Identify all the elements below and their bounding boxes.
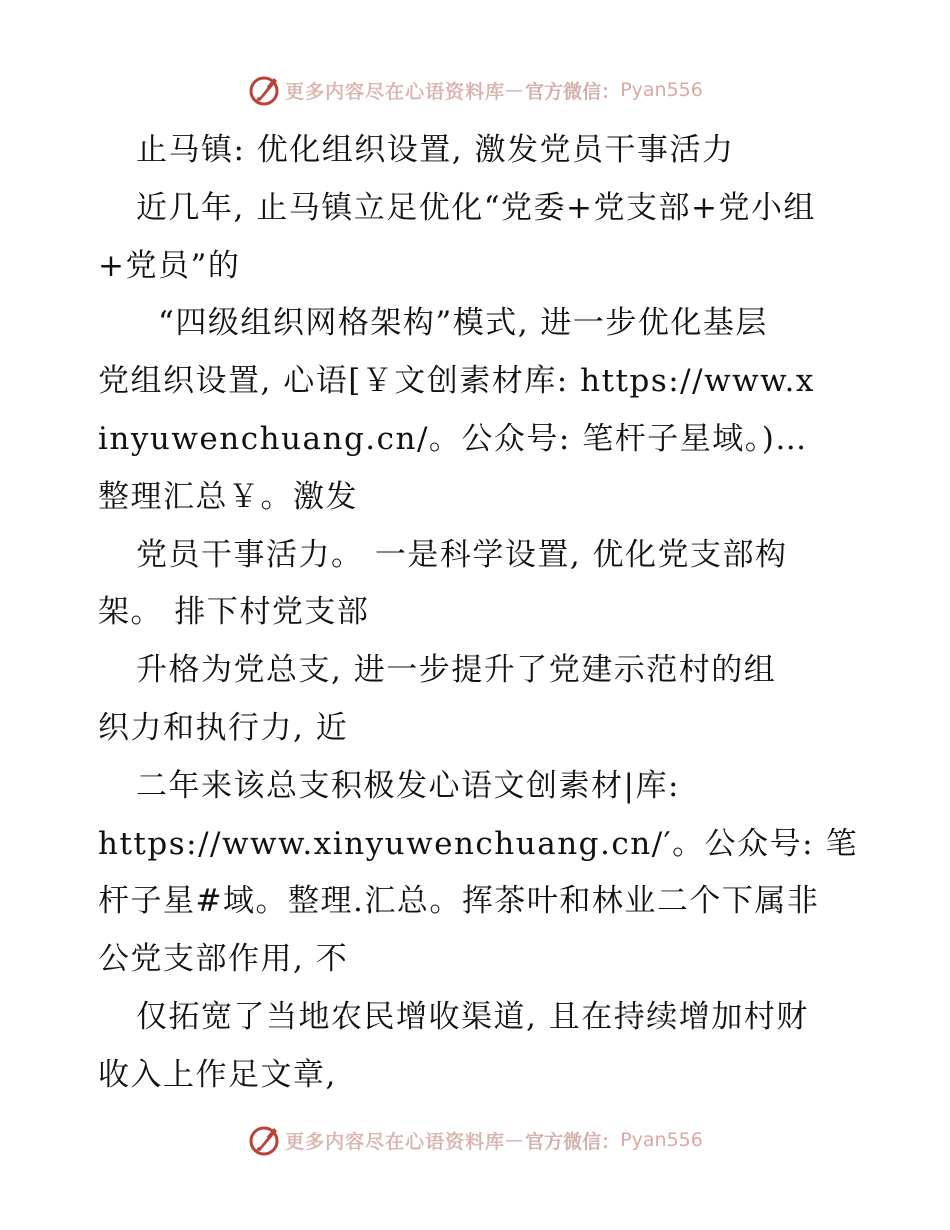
watermark-footer bbox=[0, 1120, 950, 1160]
paragraph-line: 近几年, 止马镇立足优化“党委+党支部+党小组 bbox=[136, 189, 817, 226]
paragraph-line: +党员”的 bbox=[98, 247, 241, 284]
quill-pen-logo-icon bbox=[247, 1123, 281, 1157]
paragraph-line: 二年来该总支积极发心语文创素材|库: bbox=[136, 767, 680, 804]
quill-pen-logo-icon bbox=[247, 73, 281, 107]
watermark-dash: — bbox=[505, 79, 524, 101]
watermark-wechat-label: 官方微信： bbox=[525, 1130, 621, 1153]
paragraph-line: 党组织设置, 心语[￥文创素材库: https://www.x bbox=[98, 363, 815, 400]
watermark-wechat-id: Pyan556 bbox=[620, 1129, 703, 1151]
paragraph-line: 整理汇总￥。激发 bbox=[98, 478, 358, 515]
paragraph-line: 织力和执行力, 近 bbox=[98, 709, 349, 746]
paragraph-line: 升格为党总支, 进一步提升了党建示范村的组 bbox=[136, 652, 777, 689]
watermark-text: 更多内容尽在心语资料库 bbox=[285, 1130, 506, 1153]
watermark-header bbox=[0, 70, 950, 110]
paragraph-line: 党员干事活力。 一是科学设置, 优化党支部构 bbox=[136, 536, 788, 573]
watermark-wechat-label: 官方微信： bbox=[525, 80, 621, 103]
paragraph-line: 收入上作足文章, bbox=[98, 1056, 337, 1093]
watermark-wechat-id: Pyan556 bbox=[620, 79, 703, 101]
paragraph-line: 架。 排下村党支部 bbox=[98, 594, 370, 631]
watermark-dash: — bbox=[505, 1129, 524, 1151]
document-body bbox=[98, 122, 858, 1105]
watermark-text: 更多内容尽在心语资料库 bbox=[285, 80, 506, 103]
document-title: 止马镇: 优化组织设置, 激发党员干事活力 bbox=[136, 132, 735, 168]
paragraph-line: 杆子星#域。整理.汇总。挥茶叶和林业二个下属非 bbox=[98, 883, 820, 920]
paragraph-line: inyuwenchuang.cn/。公众号: 笔杆子星域。)… bbox=[98, 420, 808, 457]
paragraph-line: 公党支部作用, 不 bbox=[98, 941, 349, 978]
paragraph-line: 仅拓宽了当地农民增收渠道, 且在持续增加村财 bbox=[136, 998, 809, 1035]
paragraph-line: https://www.xinyuwenchuang.cn/′。公众号: 笔 bbox=[98, 825, 858, 862]
paragraph-line: “四级组织网格架构”模式, 进一步优化基层 bbox=[158, 305, 768, 342]
